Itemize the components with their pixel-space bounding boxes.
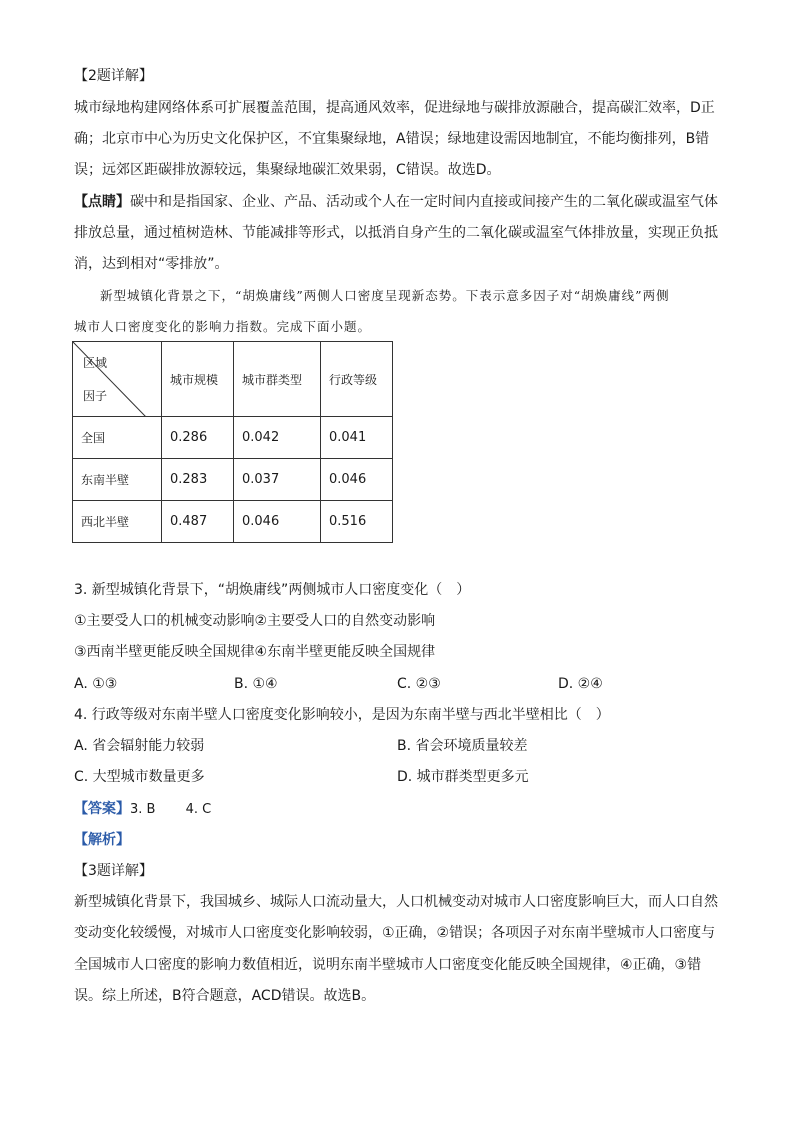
table-row xyxy=(73,417,393,459)
q3-option-d: D. ②④ xyxy=(558,676,603,692)
material-line: 新型城镇化背景之下，“胡焕庸线”两侧人口密度呈现新态势。下表示意多因子对“胡焕庸线”两侧 xyxy=(100,288,670,303)
question-3-stem: 3. 新型城镇化背景下，“胡焕庸线”两侧城市人口密度变化（ ） xyxy=(74,582,471,598)
q3-option-c: C. ②③ xyxy=(397,676,441,692)
table-corner-cell xyxy=(73,342,162,417)
row-label: 东南半壁 xyxy=(73,459,162,501)
q4-option-b: B. 省会环境质量较差 xyxy=(397,738,528,754)
corner-label-factor: 因子 xyxy=(83,389,108,403)
table-cell: 0.046 xyxy=(234,501,321,543)
table-cell: 0.046 xyxy=(321,459,393,501)
answer-text: 3. B 4. C xyxy=(130,802,212,817)
q3-detail-line: 变动变化较缓慢，对城市人口密度变化影响较弱，①正确，②错误；各项因子对东南半壁城市人口密度与 xyxy=(74,925,716,941)
column-header: 行政等级 xyxy=(321,342,393,417)
material-line: 城市人口密度变化的影响力指数。完成下面小题。 xyxy=(74,319,372,334)
answer-line xyxy=(74,799,211,820)
row-label: 西北半壁 xyxy=(73,501,162,543)
q4-option-a: A. 省会辐射能力较弱 xyxy=(74,738,205,754)
table-cell: 0.487 xyxy=(162,501,234,543)
table-row xyxy=(73,501,393,543)
key-point-paragraph xyxy=(74,192,718,212)
table-cell: 0.042 xyxy=(234,417,321,459)
row-label: 全国 xyxy=(73,417,162,459)
table-cell: 0.516 xyxy=(321,501,393,543)
corner-label-region: 区域 xyxy=(83,356,108,370)
q4-option-c: C. 大型城市数量更多 xyxy=(74,769,205,785)
q2-detail-line: 误；远郊区距碳排放源较远，集聚绿地碳汇效果弱，C错误。故选D。 xyxy=(74,162,501,178)
q3-detail-line: 全国城市人口密度的影响力数值相近，说明东南半壁城市人口密度变化能反映全国规律，④正确，③错 xyxy=(74,957,702,973)
question-3-items: ①主要受人口的机械变动影响②主要受人口的自然变动影响 xyxy=(74,613,436,629)
answer-label: 【答案】 xyxy=(74,801,130,817)
column-header: 城市规模 xyxy=(162,342,234,417)
q3-detail-title: 【3题详解】 xyxy=(74,863,153,879)
q3-detail-line: 误。综上所述，B符合题意，ACD错误。故选B。 xyxy=(74,988,376,1004)
q2-detail-line: 城市绿地构建网络体系可扩展覆盖范围，提高通风效率，促进绿地与碳排放源融合，提高碳汇效率，D正 xyxy=(74,100,715,116)
table-row xyxy=(73,459,393,501)
key-point-line: 消，达到相对“零排放”。 xyxy=(74,256,229,272)
key-point-label: 【点睛】 xyxy=(74,194,130,210)
question-4-stem: 4. 行政等级对东南半壁人口密度变化影响较小，是因为东南半壁与西北半壁相比（ ） xyxy=(74,707,610,723)
table-header-row xyxy=(73,342,393,417)
table-cell: 0.037 xyxy=(234,459,321,501)
q3-option-b: B. ①④ xyxy=(234,676,278,692)
q3-detail-line: 新型城镇化背景下，我国城乡、城际人口流动量大，人口机械变动对城市人口密度影响巨大，而人口自然 xyxy=(74,894,718,910)
table-cell: 0.286 xyxy=(162,417,234,459)
table-cell: 0.041 xyxy=(321,417,393,459)
q2-detail-line: 确；北京市中心为历史文化保护区，不宜集聚绿地，A错误；绿地建设需因地制宜，不能均衡排列，B错 xyxy=(74,131,710,147)
key-point-line: 排放总量，通过植树造林、节能减排等形式，以抵消自身产生的二氧化碳或温室气体排放量，实现正负抵 xyxy=(74,225,718,241)
analysis-label: 【解析】 xyxy=(74,832,130,848)
q2-detail-title: 【2题详解】 xyxy=(74,68,153,84)
question-3-items: ③西南半壁更能反映全国规律④东南半壁更能反映全国规律 xyxy=(74,644,436,660)
q4-option-d: D. 城市群类型更多元 xyxy=(397,769,529,785)
column-header: 城市群类型 xyxy=(234,342,321,417)
table-cell: 0.283 xyxy=(162,459,234,501)
key-point-line: 碳中和是指国家、企业、产品、活动或个人在一定时间内直接或间接产生的二氧化碳或温室气体 xyxy=(130,194,718,210)
influence-index-table xyxy=(72,341,393,543)
q3-option-a: A. ①③ xyxy=(74,676,118,692)
